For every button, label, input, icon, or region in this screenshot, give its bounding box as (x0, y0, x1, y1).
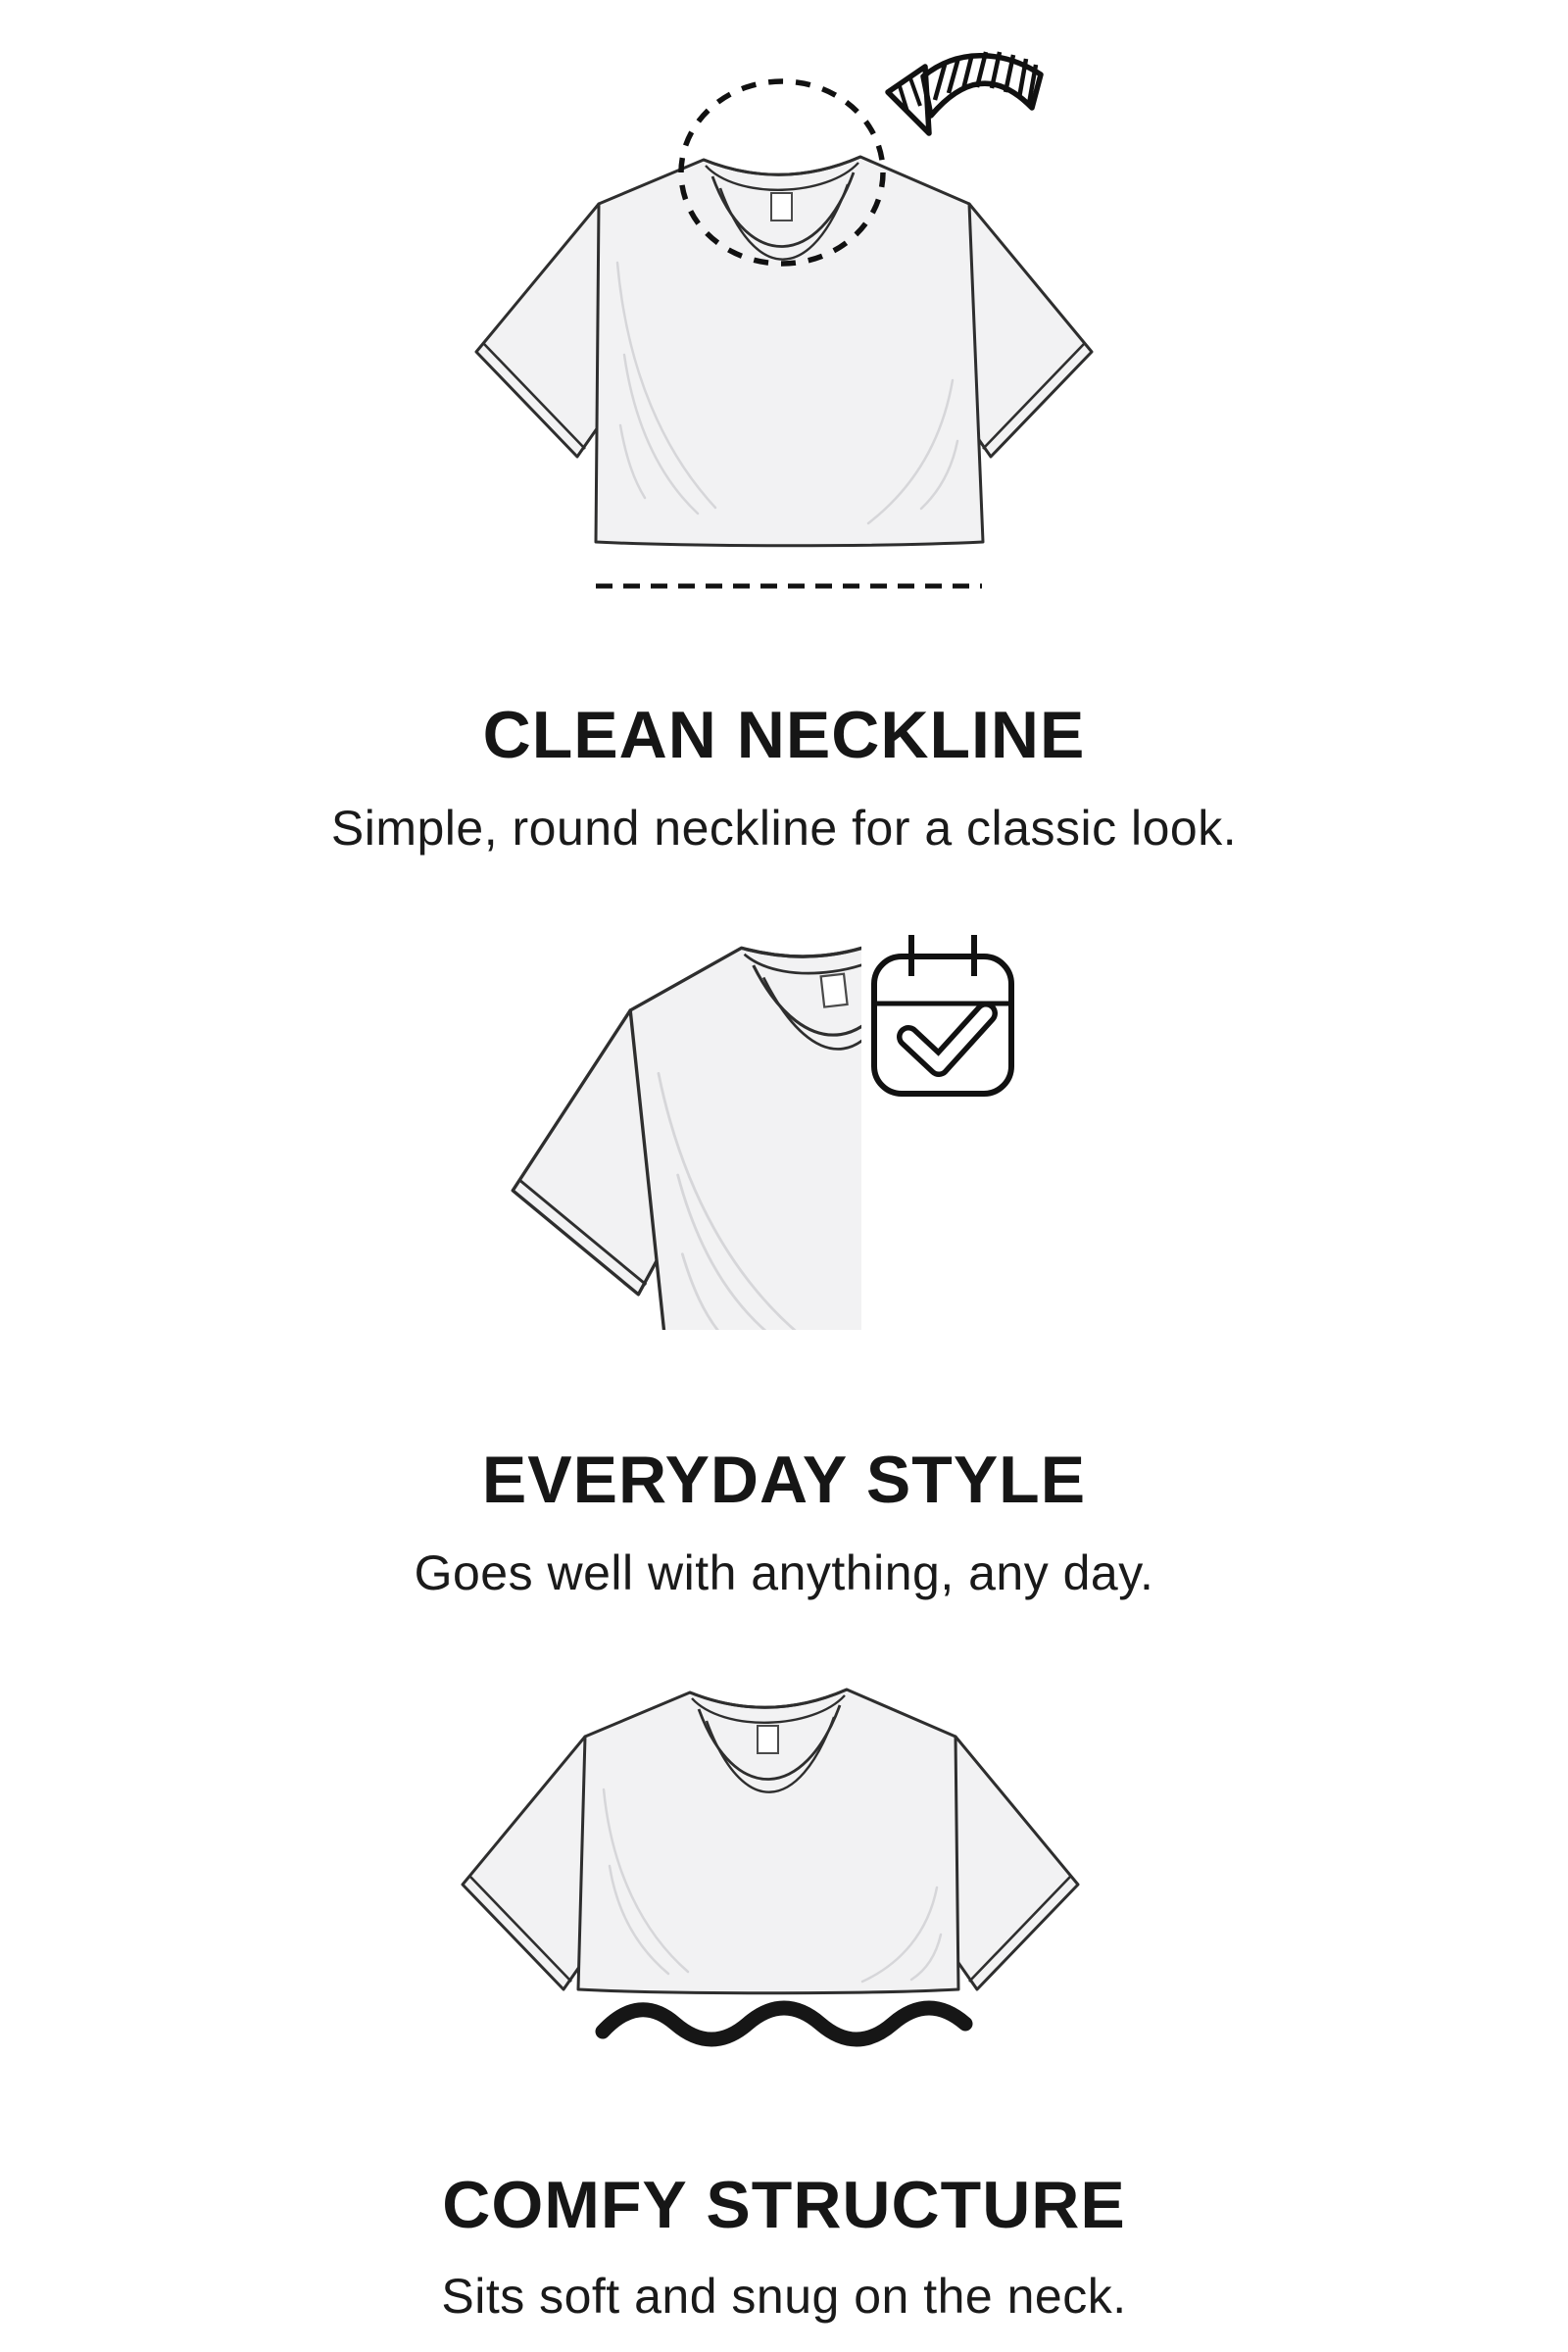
section-description: Sits soft and snug on the neck. (441, 2269, 1127, 2324)
wave-line-icon (603, 2008, 965, 2039)
tshirt-partial-icon (510, 911, 1039, 1352)
section-title: CLEAN NECKLINE (482, 698, 1086, 773)
clean-neckline-figure (412, 39, 1156, 608)
comfy-structure-figure (412, 1666, 1156, 2087)
section-description: Goes well with anything, any day. (414, 1545, 1154, 1600)
crop-tshirt-icon (463, 1690, 1078, 1993)
section-description: Simple, round neckline for a classic look. (330, 801, 1238, 856)
sketch-arrow-icon (888, 52, 1041, 133)
calendar-check-icon (874, 935, 1011, 1094)
tshirt-front-icon (476, 157, 1092, 546)
everyday-style-figure (510, 911, 1039, 1352)
section-title: EVERYDAY STYLE (481, 1443, 1087, 1518)
section-title: COMFY STRUCTURE (442, 2168, 1126, 2243)
